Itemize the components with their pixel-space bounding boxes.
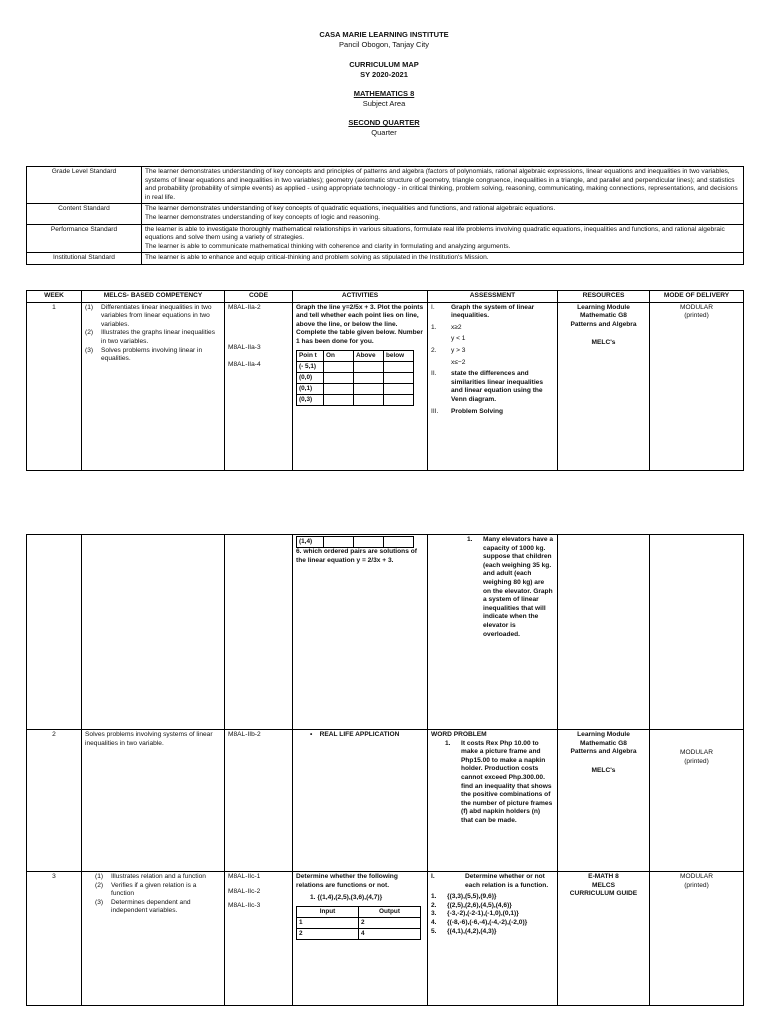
standard-line: The learner demonstrates understanding of key concepts of quadratic equations, inequalities and functions, and rational algebraic equations. (145, 205, 556, 213)
institute-address: Pancil Obogon, Tanjay City (339, 40, 429, 49)
code: M8AL-IIa-2 (228, 303, 261, 311)
activity-cell (293, 730, 428, 872)
input-output-table: Input Output 1 2 2 4 (296, 906, 421, 940)
col-assessment: ASSESSMENT (428, 291, 558, 303)
activity-cell (293, 535, 428, 730)
assessment-cell: 1. Many elevators have a capacity of 1000 kg. suppose that children (each weighing 35 kg. and adult (each weighing 80 kg) are on the elevator. Graph a system of linear inequalities that will indicate when the elevator is overloaded. (428, 535, 558, 730)
competency-list (82, 302, 225, 470)
mode-cell: MODULAR (printed) (650, 730, 744, 872)
col-resources: RESOURCES (558, 291, 650, 303)
list-item: y < 1 (451, 335, 466, 343)
list-item: • REAL LIFE APPLICATION (310, 731, 400, 738)
activity-item: 1. {(1,4),(2,5),(3,6),(4,7)} (310, 894, 383, 902)
list-item: II. state the differences and similarities linear inequalities and linear equation using the Venn diagram. (431, 370, 543, 403)
activity-text: Graph the line y=2/5x + 3. Plot the points and tell whether each point lies on line, above the line, or below the line. Complete the table given below. Number 1 has been done for you. (296, 303, 424, 345)
standard-row (27, 253, 744, 265)
points-table: Poin t On Above below (- 5,1) (0,0) (0,1) (0,3) (296, 350, 414, 406)
resources-cell: Learning Module Mathematic G8 Patterns and Algebra MELC's (558, 302, 650, 470)
resources-cell: E-MATH 8 MELCS CURRICULUM GUIDE (558, 872, 650, 1006)
competency-text: Solves problems involving systems of linear inequalities in two variable. (82, 730, 225, 872)
list-item: 1. x≥2 (431, 323, 462, 331)
column-header-row (27, 291, 744, 303)
curriculum-table-page2 (26, 534, 744, 1006)
institute-name: CASA MARIE LEARNING INSTITUTE (319, 30, 449, 39)
standard-line: the learner is able to investigate thoroughly mathematical relationships in various situations, formulate real life problems involving quadratic equations, inequalities and functions, and rational algebraic equations and solve them using a variety of strategies. (145, 225, 725, 242)
document-header (0, 30, 768, 138)
code: M8AL-IIa-3 (228, 344, 261, 352)
activity-question: 6. which ordered pairs are solutions of the linear equation y = 2/3x + 3. (296, 548, 417, 564)
mode-cell: MODULAR (printed) (650, 872, 744, 1006)
points-table: (1,4) (296, 536, 414, 548)
assessment-cell: I. Determine whether or not each relation is a function. 1. {(3,3),(5,5),(9,6)} 2. {(2,5),(2,6),(4,5),(4,6)} 3. {-3,-2),(-2-1),(-1,0),(0,1)} 4. {(-8,-6),(-6,-4),(-4,-2),(-2,0)} 5. {(4,1),(4,2),(4,3)} (428, 872, 558, 1006)
standard-row (27, 224, 744, 253)
quarter-caption: Quarter (371, 128, 397, 137)
code-list: M8AL-IIc-1 M8AL-IIc-2 M8AL-IIc-3 (225, 872, 293, 1006)
list-item: 2. y > 3 (431, 346, 466, 354)
assessment-cell: WORD PROBLEM 1. It costs Rex Php 10.00 to make a picture frame and Php15.00 to make a napkin holder. Production costs cannot exceed Php.300.00. find an inequality that shows the positive combinations of the number of picture frames (f) abd napkin holders (n) that can be made. (428, 730, 558, 872)
standard-row (27, 167, 744, 204)
week-number: 1 (27, 302, 82, 470)
week-1-row (27, 302, 744, 470)
standard-label: Grade Level Standard (27, 167, 142, 204)
list-item: x≤−2 (451, 358, 466, 366)
assessment-cell (428, 302, 558, 470)
activity-cell (293, 872, 428, 1006)
week-1-continued-row (27, 535, 744, 730)
list-item: (3) Solves problems involving linear in equalities. (85, 346, 203, 363)
col-code: CODE (225, 291, 293, 303)
week-number: 3 (27, 872, 82, 1006)
activity-text: Determine whether the following relations are functions or not. (296, 873, 398, 889)
standard-text: The learner is able to enhance and equip critical-thinking and problem solving as stipulated in the Institution's Mission. (142, 253, 744, 265)
col-week: WEEK (27, 291, 82, 303)
week-number: 2 (27, 730, 82, 872)
standard-label: Performance Standard (27, 224, 142, 253)
list-item: III. Problem Solving (431, 407, 504, 415)
standards-table (26, 166, 744, 265)
col-mode: MODE OF DELIVERY (650, 291, 744, 303)
doc-title: CURRICULUM MAP (349, 60, 419, 69)
code: M8AL-IIb-2 (225, 730, 293, 872)
quarter-name: SECOND QUARTER (348, 118, 420, 127)
code: M8AL-IIa-4 (228, 360, 261, 368)
list-item: (1) Differentiates linear inequalities in two variables from linear equations in two variables. (85, 303, 212, 328)
competency-list: (1) Illustrates relation and a function (2) Verifies if a given relation is a function (3) Determines dependent and independent variables. (82, 872, 225, 1006)
standard-text: The learner demonstrates understanding of key concepts and principles of patterns and algebra (factors of polynomials, rational algebraic expressions, linear equations and inequalities in two variables, systems of linear equations and inequalities in two variables); geometry (axiomatic structure of geometry, triangle congruence, inequalities in a triangle, and parallel and perpendicular lines); and statistics and probability (probability of simple events) as applied - using appropriate technology - in critical thinking, problem solving, reasoning, communicating, making connections, representations, and decisions in real life. (142, 167, 744, 204)
week-2-row (27, 730, 744, 872)
standard-line: The learner is able to communicate mathematical thinking with coherence and clarity in formulating and analyzing arguments. (145, 242, 511, 250)
standard-text (142, 204, 744, 224)
week-3-row (27, 872, 744, 1006)
assessment-title: WORD PROBLEM (431, 731, 487, 738)
activity-cell (293, 302, 428, 470)
col-activities: ACTIVITIES (293, 291, 428, 303)
curriculum-table-page1 (26, 290, 744, 471)
standard-row (27, 204, 744, 224)
subject-caption: Subject Area (362, 99, 406, 108)
standard-label: Content Standard (27, 204, 142, 224)
standard-text (142, 224, 744, 253)
mode-cell: MODULAR (printed) (650, 302, 744, 470)
list-item: (2) Illustrates the graphs linear inequalities in two variables. (85, 329, 215, 345)
list-item: I. Graph the system of linear inequalities. (431, 303, 535, 320)
standard-label: Institutional Standard (27, 253, 142, 265)
col-competency: MELCS- BASED COMPETENCY (82, 291, 225, 303)
standard-line: The learner demonstrates understanding of key concepts of logic and reasoning. (145, 213, 380, 221)
resources-cell: Learning Module Mathematic G8 Patterns and Algebra MELC's (558, 730, 650, 872)
code-list (225, 302, 293, 470)
subject-name: MATHEMATICS 8 (353, 89, 415, 98)
school-year: SY 2020-2021 (360, 70, 408, 79)
